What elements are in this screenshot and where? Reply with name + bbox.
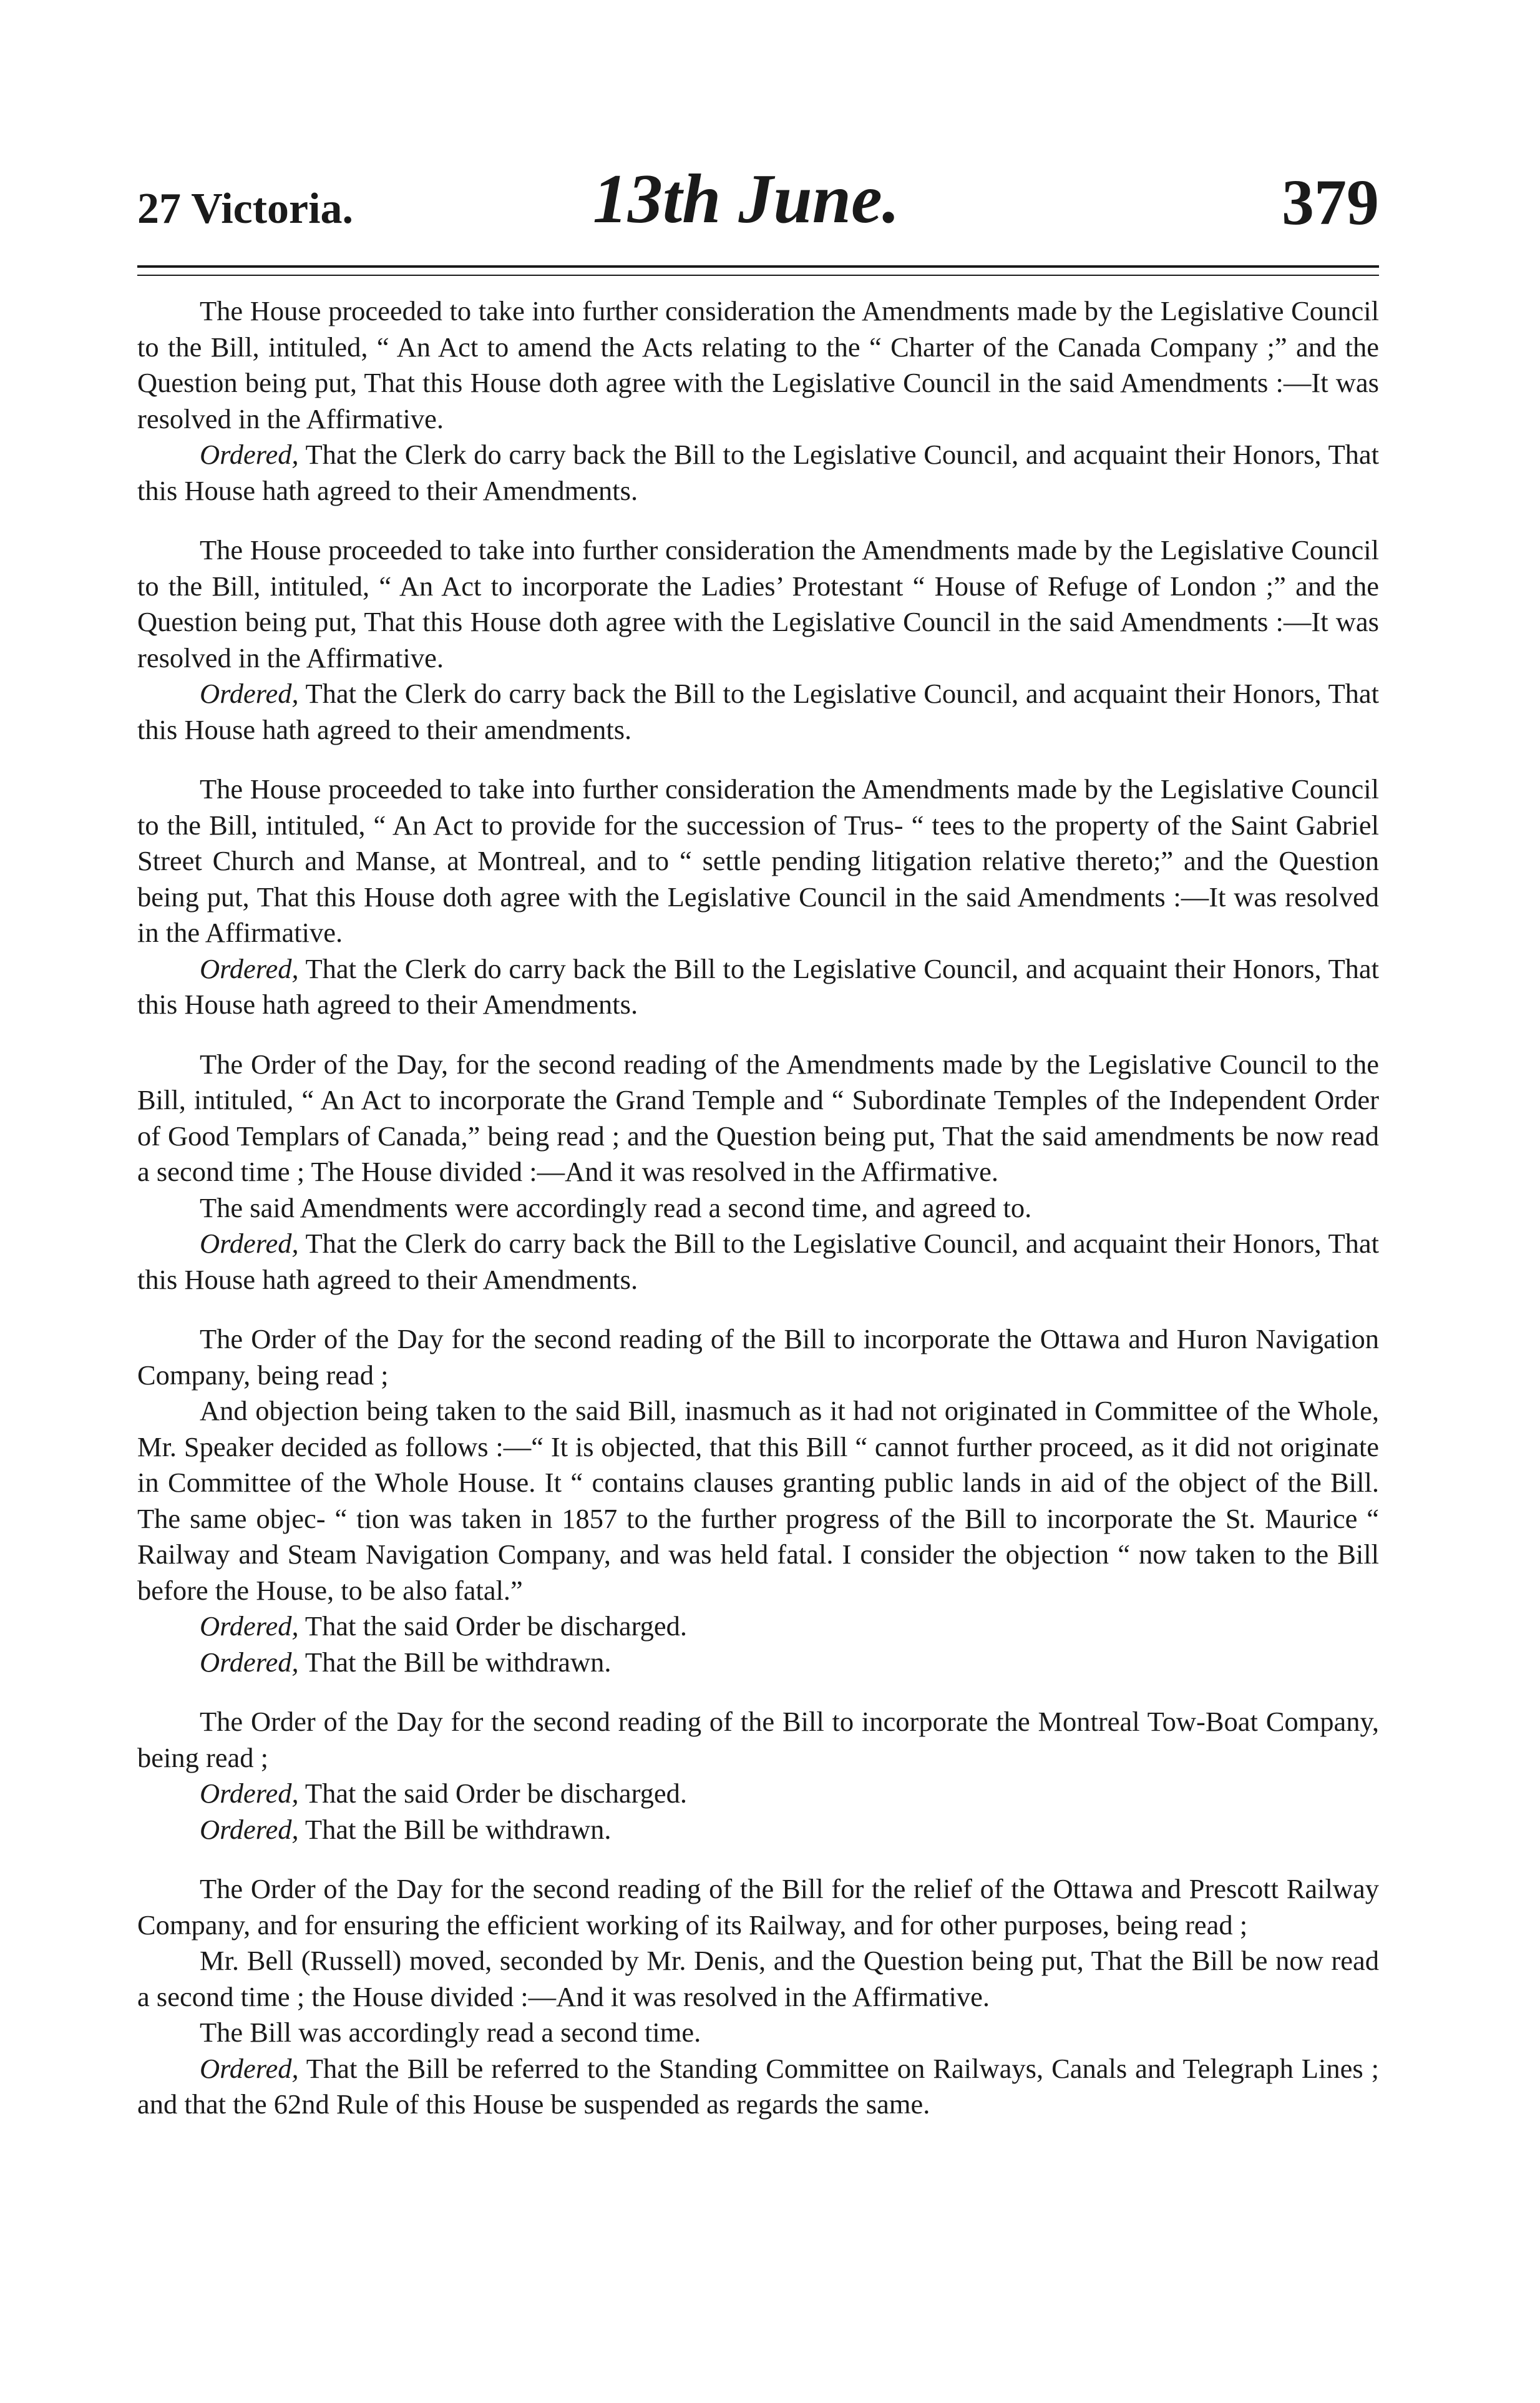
paragraph-text: And objection being taken to the said Bill, inasmuch as it had not originated in Committee of the Whole, Mr. Speaker decided as follows :—“ It is objected, that this Bill “ cannot further proceed, as it did not originate in Committee of the Whole House. It “ contains clauses granting public lands in aid of the object of the Bill. The same objec- “ tion was taken in 1857 to the further progress of the Bill to incorporate the St. Maurice “ Railway and Steam Navigation Company, and was held fatal. I consider the objection “ now taken to the Bill before the House, to be also fatal.”	[137, 1395, 1379, 1606]
paragraph-17	[137, 1871, 1379, 1943]
paragraph-3	[137, 532, 1379, 676]
date-heading: 13th June.	[593, 160, 900, 238]
paragraph-12	[137, 1608, 1379, 1645]
paragraph-lead: Ordered,	[200, 439, 299, 470]
paragraph-2	[137, 437, 1379, 509]
paragraph-text: The House proceeded to take into further consideration the Amendments made by the Legislative Council to the Bill, intituled, “ An Act to amend the Acts relating to the “ Charter of the Canada Company ;” and the Question being put, That this House doth agree with the Legislative Council in the said Amendments :—It was resolved in the Affirmative.	[137, 295, 1379, 434]
paragraph-lead: Ordered,	[200, 952, 299, 984]
header-rule-thin	[137, 275, 1379, 276]
paragraph-9	[137, 1226, 1379, 1298]
paragraph-text: The Bill was accordingly read a second time.	[200, 2017, 701, 2048]
paragraph-7	[137, 1047, 1379, 1190]
paragraph-lead: Ordered,	[200, 2052, 299, 2084]
paragraph-8	[137, 1190, 1379, 1226]
paragraph-10	[137, 1321, 1379, 1393]
paragraph-text: That the Clerk do carry back the Bill to the Legislative Council, and acquaint their Honors, That this House hath agreed to their amendments.	[137, 678, 1379, 745]
paragraph-18	[137, 1943, 1379, 2015]
paragraph-19	[137, 2015, 1379, 2051]
paragraph-lead: Ordered,	[200, 1778, 299, 1809]
paragraph-text: Mr. Bell (Russell) moved, seconded by Mr. Denis, and the Question being put, That the Bill be now read a second time ; the House divided :—And it was resolved in the Affirmative.	[137, 1945, 1379, 2012]
paragraph-14	[137, 1704, 1379, 1776]
paragraph-text: That the said Order be discharged.	[298, 1610, 688, 1642]
paragraph-text: The House proceeded to take into further consideration the Amendments made by the Legislative Council to the Bill, intituled, “ An Act to incorporate the Ladies’ Protestant “ House of Refuge of London ;” and the Question being put, That this House doth agree with the Legislative Council in the said Amendments :—It was resolved in the Affirmative.	[137, 534, 1379, 673]
header-rule-thick	[137, 265, 1379, 268]
paragraph-text: The said Amendments were accordingly read a second time, and agreed to.	[200, 1192, 1032, 1223]
paragraph-11	[137, 1393, 1379, 1608]
paragraph-text: The Order of the Day, for the second reading of the Amendments made by the Legislative Council to the Bill, intituled, “ An Act to incorporate the Grand Temple and “ Subordinate Temples of the Independent Order of Good Templars of Canada,” being read ; and the Question being put, That the said amendments be now read a second time ; The House divided :—And it was resolved in the Affirmative.	[137, 1048, 1379, 1187]
paragraph-text: That the said Order be discharged.	[298, 1778, 688, 1809]
page-header	[137, 159, 1379, 253]
journal-body	[137, 293, 1379, 2123]
page-number: 379	[1282, 167, 1379, 238]
paragraph-text: That the Clerk do carry back the Bill to the Legislative Council, and acquaint their Honors, That this House hath agreed to their Amendments.	[137, 952, 1379, 1020]
paragraph-20	[137, 2051, 1379, 2123]
paragraph-text: The Order of the Day for the second reading of the Bill to incorporate the Montreal Tow-Boat Company, being read ;	[137, 1706, 1379, 1773]
document-page	[137, 94, 1379, 2353]
paragraph-6	[137, 951, 1379, 1023]
paragraph-text: That the Clerk do carry back the Bill to the Legislative Council, and acquaint their Honors, That this House hath agreed to their Amendments.	[137, 439, 1379, 506]
paragraph-5	[137, 771, 1379, 951]
paragraph-lead: Ordered,	[200, 1646, 299, 1678]
paragraph-1	[137, 293, 1379, 437]
paragraph-lead: Ordered,	[200, 678, 299, 709]
paragraph-text: That the Bill be withdrawn.	[298, 1813, 612, 1845]
paragraph-text: The Order of the Day for the second reading of the Bill to incorporate the Ottawa and Huron Navigation Company, being read ;	[137, 1323, 1379, 1391]
paragraph-text: That the Clerk do carry back the Bill to the Legislative Council, and acquaint their Honors, That this House hath agreed to their Amendments.	[137, 1228, 1379, 1295]
paragraph-lead: Ordered,	[200, 1228, 299, 1259]
paragraph-lead: Ordered,	[200, 1610, 299, 1642]
paragraph-text: The House proceeded to take into further consideration the Amendments made by the Legislative Council to the Bill, intituled, “ An Act to provide for the succession of Trus- “ tees to the property of the Saint Gabriel Street Church and Manse, at Montreal, and to “ settle pending litigation relative thereto;” and the Question being put, That this House doth agree with the Legislative Council in the said Amendments :—It was resolved in the Affirmative.	[137, 773, 1379, 948]
paragraph-13	[137, 1645, 1379, 1681]
session-label: 27 Victoria.	[137, 185, 354, 233]
paragraph-16	[137, 1812, 1379, 1848]
paragraph-lead: Ordered,	[200, 1813, 299, 1845]
paragraph-4	[137, 676, 1379, 748]
paragraph-text: That the Bill be referred to the Standing Committee on Railways, Canals and Telegraph Lines ; and that the 62nd Rule of this House be suspended as regards the same.	[137, 2052, 1379, 2120]
paragraph-text: That the Bill be withdrawn.	[298, 1646, 612, 1678]
paragraph-text: The Order of the Day for the second reading of the Bill for the relief of the Ottawa and Prescott Railway Company, and for ensuring the efficient working of its Railway, and for other purposes, being read ;	[137, 1873, 1379, 1941]
paragraph-15	[137, 1776, 1379, 1812]
